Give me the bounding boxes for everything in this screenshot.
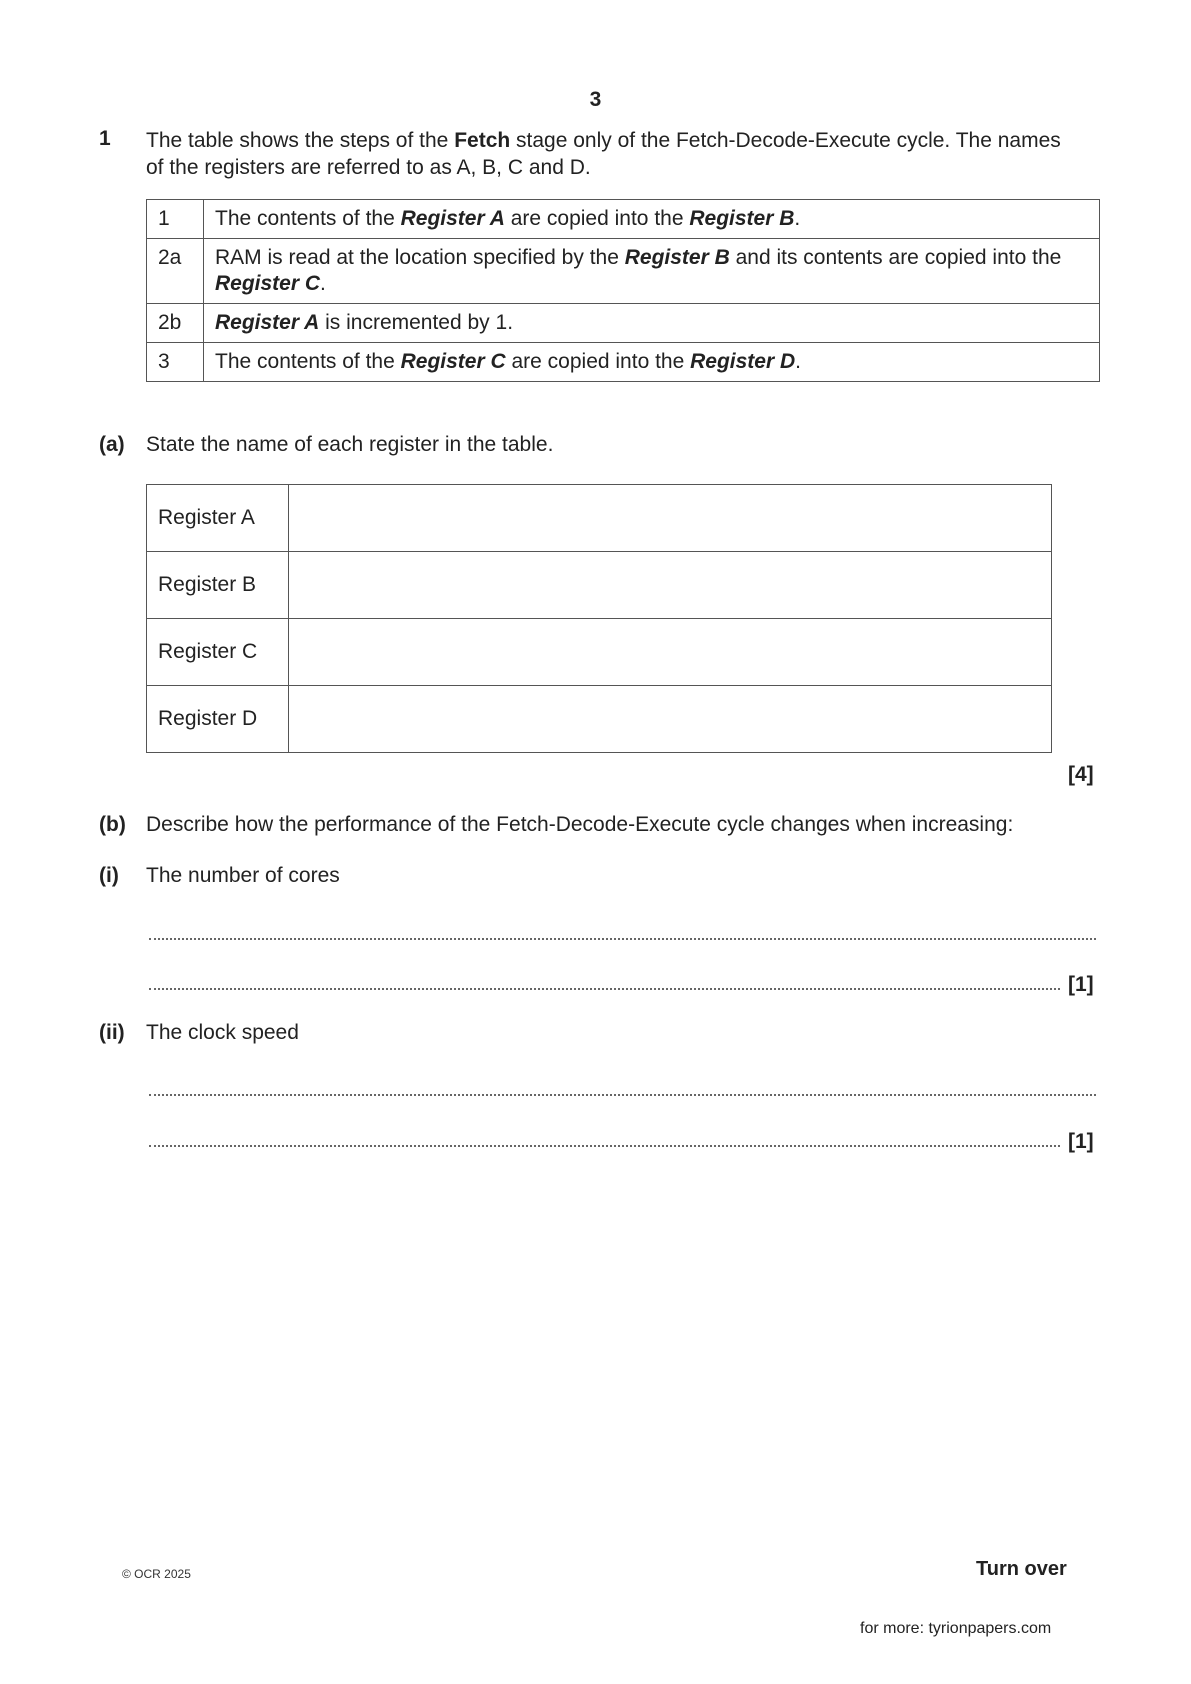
answer-line-ii-1[interactable] <box>149 1094 1096 1096</box>
table-row <box>147 619 1052 686</box>
step-id: 1 <box>147 200 204 239</box>
step-text: . <box>794 207 801 230</box>
step-text: RAM is read at the location specified by the <box>215 246 625 269</box>
for-more-link[interactable]: for more: tyrionpapers.com <box>860 1620 1052 1637</box>
step-text: are copied into the <box>504 207 690 230</box>
answer-line-ii-2[interactable] <box>149 1145 1060 1147</box>
register-ref: Register B <box>624 246 730 269</box>
register-ref: Register C <box>215 272 321 295</box>
step-description <box>204 239 1100 304</box>
part-b-label: (b) <box>99 813 126 836</box>
register-ref: Register D <box>690 350 796 373</box>
table-row <box>147 343 1100 382</box>
part-b-text: Describe how the performance of the Fetch-Decode-Execute cycle changes when increasing: <box>146 813 1014 836</box>
step-id: 2a <box>147 239 204 304</box>
answer-cell-register-a[interactable] <box>289 485 1052 552</box>
step-text: and its contents are copied into the <box>729 246 1062 269</box>
part-a-text: State the name of each register in the table. <box>146 433 554 456</box>
fetch-steps-table <box>146 199 1100 382</box>
question-intro <box>146 127 1076 181</box>
part-b-ii-label: (ii) <box>99 1021 125 1044</box>
table-row <box>147 239 1100 304</box>
answer-cell-register-c[interactable] <box>289 619 1052 686</box>
answer-cell-register-b[interactable] <box>289 552 1052 619</box>
table-row <box>147 485 1052 552</box>
step-text: is incremented by 1. <box>319 311 514 334</box>
step-description <box>204 343 1100 382</box>
step-text: are copied into the <box>505 350 691 373</box>
part-a-label: (a) <box>99 433 125 456</box>
part-b-i-marks: [1] <box>1068 973 1094 996</box>
register-label: Register C <box>147 619 289 686</box>
part-b-ii-marks: [1] <box>1068 1130 1094 1153</box>
step-description <box>204 304 1100 343</box>
answer-cell-register-d[interactable] <box>289 686 1052 753</box>
register-ref: Register B <box>689 207 795 230</box>
register-label: Register D <box>147 686 289 753</box>
turn-over: Turn over <box>976 1558 1067 1580</box>
intro-text-1: The table shows the steps of the <box>146 129 455 152</box>
register-answer-table <box>146 484 1052 753</box>
register-label: Register A <box>147 485 289 552</box>
table-row <box>147 304 1100 343</box>
question-number: 1 <box>99 127 111 150</box>
answer-line-i-1[interactable] <box>149 938 1096 940</box>
register-label: Register B <box>147 552 289 619</box>
part-a-marks: [4] <box>1068 763 1094 786</box>
part-b-i-label: (i) <box>99 864 119 887</box>
step-text: The contents of the <box>215 207 401 230</box>
answer-line-i-2[interactable] <box>149 988 1060 990</box>
page-number: 3 <box>589 88 602 111</box>
register-ref: Register A <box>400 207 505 230</box>
step-text: The contents of the <box>215 350 401 373</box>
step-id: 3 <box>147 343 204 382</box>
step-text: . <box>320 272 326 295</box>
step-description <box>204 200 1100 239</box>
part-b-ii-text: The clock speed <box>146 1021 299 1044</box>
step-id: 2b <box>147 304 204 343</box>
register-ref: Register C <box>400 350 506 373</box>
table-row <box>147 200 1100 239</box>
table-row <box>147 686 1052 753</box>
intro-bold-fetch: Fetch <box>454 129 511 152</box>
copyright: © OCR 2025 <box>122 1567 191 1581</box>
part-b-i-text: The number of cores <box>146 864 340 887</box>
intro-text-2: stage only of the Fetch-Decode-Execute cycle. The names of the registers are referred to as A, B, C and D. <box>146 129 1061 179</box>
step-text: . <box>795 350 801 373</box>
register-ref: Register A <box>215 311 320 334</box>
table-row <box>147 552 1052 619</box>
